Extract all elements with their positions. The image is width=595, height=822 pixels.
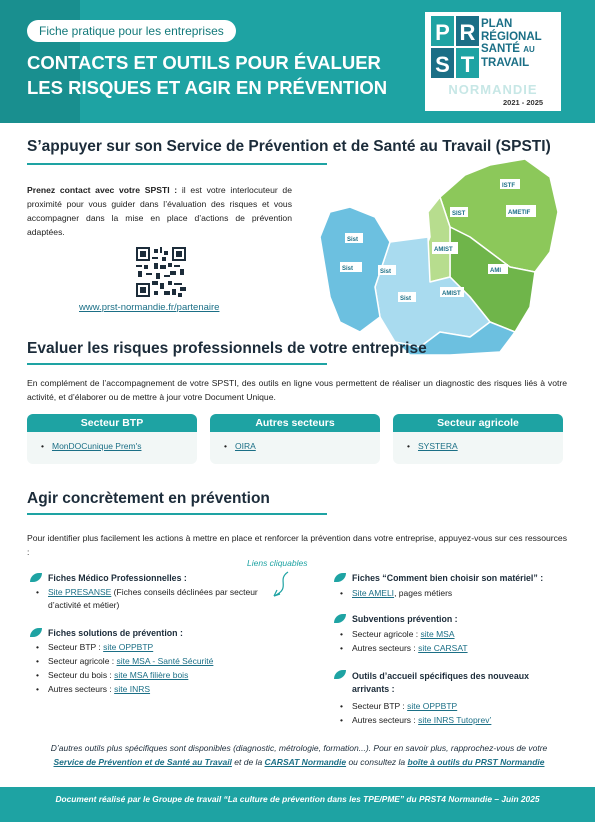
- section3-underline: [27, 513, 327, 515]
- logo-years: 2021 - 2025: [503, 98, 544, 107]
- res-ameli-item: • Site AMELI, pages métiers: [340, 588, 453, 598]
- leaf-icon: [334, 614, 346, 623]
- spsti-lead-bold: Prenez contact avec votre SPSTI :: [27, 185, 178, 195]
- leaf-icon: [334, 573, 346, 582]
- svg-text:T: T: [460, 52, 475, 77]
- map-label-1: Sist: [347, 237, 359, 243]
- oppbtp-accueil-link[interactable]: site OPPBTP: [407, 701, 458, 711]
- section2-text: En complément de l’accompagnement de votre SPSTI, des outils en ligne vous permettent de réaliser un diagnostic des risques liés à votre activité, et d’élaborer ou de mettre à jour votre Document Unique.: [27, 378, 567, 402]
- res-subventions-item-1: • Autres secteurs : site CARSAT: [340, 643, 468, 653]
- res-accueil-item-1: • Autres secteurs : site INRS Tutoprev’: [340, 715, 492, 725]
- carsat-link[interactable]: site CARSAT: [418, 643, 468, 653]
- res-presanse-item: • Site PRESANSE (Fiches conseils déclinées par secteur d’activité et métier): [36, 587, 258, 610]
- res-solutions-item-0: • Secteur BTP : site OPPBTP: [36, 642, 154, 652]
- spsti-paragraph: [27, 183, 292, 239]
- inrs-tutoprev-link[interactable]: site INRS Tutoprev’: [418, 715, 492, 725]
- msa-sante-securite-link[interactable]: site MSA - Santé Sécurité: [116, 656, 214, 666]
- leaf-icon: [30, 628, 42, 637]
- res-fiches-solutions-title: Fiches solutions de prévention :: [30, 628, 183, 638]
- map-label-6: Sist: [400, 296, 412, 302]
- box-autres-header: Autres secteurs: [210, 414, 380, 432]
- section1-underline: [27, 163, 327, 165]
- logo-line2: RÉGIONAL: [481, 30, 542, 43]
- map-label-4: Sist: [380, 269, 392, 275]
- spst-link[interactable]: Service de Prévention et de Santé au Travail: [53, 757, 232, 767]
- inrs-link[interactable]: site INRS: [114, 684, 151, 694]
- map-label-2: AMETIF: [508, 210, 531, 216]
- carsat-normandie-link[interactable]: CARSAT Normandie: [264, 757, 347, 767]
- page-title-line1: CONTACTS ET OUTILS POUR ÉVALUER: [27, 52, 381, 73]
- box-btp-header: Secteur BTP: [27, 414, 197, 432]
- section1-title: S’appuyer sur son Service de Prévention et de Santé au Travail (SPSTI): [27, 138, 551, 155]
- res-solutions-item-2: • Secteur du bois : site MSA filière bois: [36, 670, 189, 680]
- spsti-lead-text: il est votre interlocuteur de proximité pour vous guider dans l’évaluation des risques et vous accompagner dans la mise en place d’actions de prévention adaptées.: [27, 185, 292, 237]
- footer-banner: [0, 787, 595, 822]
- header-banner: [0, 0, 595, 123]
- page-title-line2: LES RISQUES ET AGIR EN PRÉVENTION: [27, 77, 388, 98]
- map-label-0: ISTF: [502, 183, 515, 189]
- res-accueil-item-0: • Secteur BTP : site OPPBTP: [340, 701, 458, 711]
- prst-letters-icon: [431, 16, 479, 80]
- map-label-8: Sist: [342, 266, 354, 272]
- leaf-icon: [334, 670, 346, 679]
- box-btp-link[interactable]: • MonDOCunique Prem's: [41, 441, 197, 451]
- box-agricole-link[interactable]: • SYSTERA: [407, 441, 563, 451]
- liens-cliquables-annotation: Liens cliquables: [247, 558, 308, 568]
- normandy-spsti-map: [300, 157, 562, 357]
- logo-line1: PLAN: [481, 18, 513, 30]
- partner-url-link[interactable]: www.prst-normandie.fr/partenaire: [79, 302, 220, 313]
- leaf-icon: [30, 573, 42, 582]
- doc-type-pill: Fiche pratique pour les entreprises: [27, 20, 236, 42]
- logo-region: NORMANDIE: [448, 82, 538, 97]
- map-label-5: AMIST: [434, 247, 453, 253]
- svg-text:S: S: [435, 52, 450, 77]
- res-fiches-medico-title: Fiches Médico Professionnelles :: [30, 573, 187, 583]
- msa-bois-link[interactable]: site MSA filière bois: [114, 670, 189, 680]
- note-line1: D’autres outils plus spécifiques sont disponibles (diagnostic, métrologie, formation...). Pour en savoir plus, rapprochez-vous de votre: [50, 743, 548, 753]
- res-subventions-title: Subventions prévention :: [334, 614, 458, 624]
- map-label-9: AMIST: [442, 291, 461, 297]
- box-agricole-header: Secteur agricole: [393, 414, 563, 432]
- qr-code-icon[interactable]: [136, 247, 186, 297]
- box-secteur-agricole: [393, 414, 563, 464]
- box-secteur-btp: [27, 414, 197, 464]
- note-line2: Service de Prévention et de Santé au Travail et de la CARSAT Normandie ou consultez la boîte à outils du PRST Normandie: [53, 757, 545, 767]
- boite-outils-link[interactable]: boîte à outils du PRST Normandie: [407, 757, 545, 767]
- ameli-link[interactable]: Site AMELI: [352, 588, 395, 598]
- map-label-3: SIST: [452, 211, 466, 217]
- logo-line4: TRAVAIL: [481, 56, 530, 69]
- section3-title: Agir concrètement en prévention: [27, 490, 270, 507]
- res-subventions-item-0: • Secteur agricole : site MSA: [340, 629, 455, 639]
- res-solutions-item-1: • Secteur agricole : site MSA - Santé Sécurité: [36, 656, 214, 666]
- section2-underline: [27, 363, 327, 365]
- prst-logo: [425, 12, 561, 111]
- msa-link[interactable]: site MSA: [420, 629, 455, 639]
- section3-intro: Pour identifier plus facilement les actions à mettre en place et renforcer la prévention dans votre entreprise, appuyez-vous sur ces ressources :: [27, 533, 567, 557]
- presanse-link[interactable]: Site PRESANSE: [48, 587, 112, 597]
- res-fiches-materiel-title: Fiches “Comment bien choisir son matériel” :: [334, 573, 543, 583]
- logo-line3: SANTÉ AU: [481, 43, 535, 55]
- svg-text:P: P: [435, 20, 450, 45]
- footer-text: Document réalisé par le Groupe de travail “La culture de prévention dans les TPE/PME” du PRST4 Normandie – Juin 2025: [55, 794, 540, 804]
- box-autres-link[interactable]: • OIRA: [224, 441, 380, 451]
- res-accueil-title: Outils d’accueil spécifiques des nouveaux arrivants :: [334, 670, 572, 696]
- section2-title: Evaluer les risques professionnels de votre entreprise: [27, 340, 427, 357]
- curved-arrow-icon: [268, 570, 298, 600]
- oppbtp-link[interactable]: site OPPBTP: [103, 642, 154, 652]
- svg-text:R: R: [459, 20, 476, 45]
- closing-note: [25, 741, 573, 769]
- res-solutions-item-3: • Autres secteurs : site INRS: [36, 684, 151, 694]
- logo-wordmark: [481, 18, 542, 69]
- map-label-7: AMI: [490, 268, 501, 274]
- page-title: [27, 50, 407, 100]
- box-autres-secteurs: [210, 414, 380, 464]
